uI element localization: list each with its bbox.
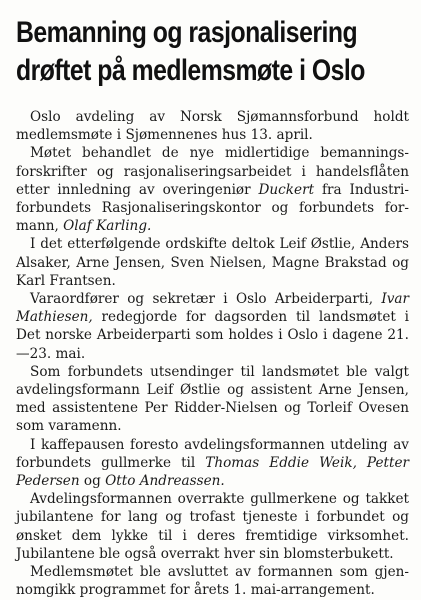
paragraph-2 [16,144,409,235]
paragraph-4 [16,290,409,363]
name-olaf-karling: Olaf Karling. [63,218,152,235]
paragraph-5: Som forbundets utsendinger til landsmøtet ble valgt avdelingsformann Leif Østlie og assistent Arne Jensen, med assistentene Per Ridder-Nielsen og Torleif Ovesen som varamenn. [16,363,409,435]
paragraph-2-text-b: fra Industriforbundets Rasjonaliseringskontor og forbundets formann, [16,181,409,235]
names-weik-pedersen: Thomas Eddie Weik, Petter Pedersen [16,454,409,490]
paragraph-2-text-a: Møtet behandlet de nye midlertidige bemanningsforskrifter og rasjonaliseringsarbeidet i handelsflåten etter innledning av overingeniør [16,145,409,198]
paragraph-4-text-b: redegjorde for dagsorden til landsmøtet i Det norske Arbeiderparti som holdes i Oslo i dagene 21.—23. mai. [16,309,409,362]
paragraph-4-text-a: Varaordfører og sekretær i Oslo Arbeiderparti, [30,291,382,308]
paragraph-6 [16,436,409,491]
article-body [16,108,409,599]
paragraph-7: Avdelingsformannen overrakte gullmerkene og takket jubilantene for lang og trofast tjeneste i forbundet og ønsket dem lykke til i deres fremtidige virksomhet. Jubilantene ble også overrakt hver sin blomsterbukett. [16,491,409,562]
headline-line-1: Bemanning og rasjonalisering [16,16,358,49]
paragraph-6-text-a: I kaffepausen foresto avdelingsformannen utdeling av forbundets gullmerke til [16,436,409,471]
paragraph-1: Oslo avdeling av Norsk Sjømannsforbund holdt medlemsmøte i Sjømennenes hus 13. april. [16,109,409,144]
name-duckert: Duckert [258,181,315,198]
name-otto-andreassen: Otto Andreassen. [105,473,225,490]
headline [16,14,411,90]
name-ivar-mathiesen: Ivar Mathiesen, [16,291,409,326]
paragraph-6-text-b: og [79,473,106,490]
headline-line-2: drøftet på medlemsmøte i Oslo [16,54,365,87]
paragraph-8: Medlemsmøtet ble avsluttet av formannen som gjennomgikk programmet for årets 1. mai-arrangement. [16,564,409,599]
paragraph-3: I det etterfølgende ordskifte deltok Leif Østlie, Anders Alsaker, Arne Jensen, Sven Nielsen, Magne Brakstad og Karl Frantsen. [16,236,409,289]
